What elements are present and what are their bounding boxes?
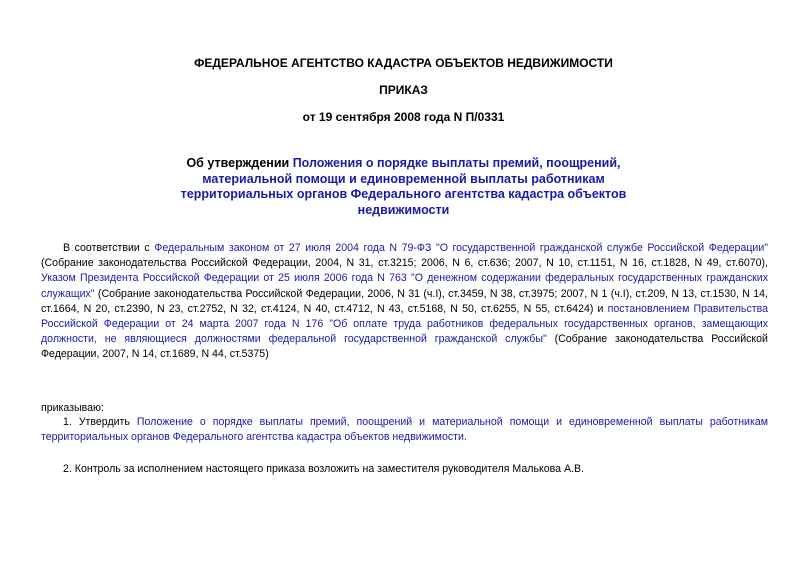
agency-name: ФЕДЕРАЛЬНОЕ АГЕНТСТВО КАДАСТРА ОБЪЕКТОВ НЕДВИЖИМОСТИ (194, 56, 613, 70)
presidential-decree-link[interactable]: Указом Президента Российской Федерации от 25 июля 2006 года N 763 "О денежном содержании федеральных государственных гражданских служащих" (41, 272, 768, 300)
order-word: приказываю: (41, 402, 104, 414)
preamble-text-2: (Собрание законодательства Российской Федерации, 2004, N 31, ст.3215; 2006, N 6, ст.636; 2007, N 10, ст.1151, N 16, ст.1828, N 49, ст.6070), (41, 257, 768, 270)
order-item-1 (41, 415, 768, 445)
item2-text: 2. Контроль за исполнением настоящего приказа возложить на заместителя руководителя Малькова А.В. (63, 463, 584, 475)
title-prefix: Об утверждении (186, 156, 293, 170)
item1-prefix: 1. Утвердить (63, 416, 137, 428)
government-resolution-link[interactable]: постановлением Правительства Российской Федерации от 24 марта 2007 года N 176 "Об оплате труда работников федеральных государственных органов, замещающих должности, не являющиеся должностями федеральной государственной гражданской службы" (41, 302, 768, 346)
preamble-paragraph (41, 241, 768, 363)
regulation-approval-link[interactable]: Положение о порядке выплаты премий, поощрений и материальной помощи и единовременной выплаты работникам территориальных органов Федерального агентства кадастра объектов недвижимости (41, 416, 769, 444)
doc-type: ПРИКАЗ (379, 83, 428, 97)
item1-suffix: . (463, 431, 467, 444)
doc-title (0, 156, 807, 218)
preamble-text-1: В соответствии с (63, 242, 155, 254)
preamble-text-3: (Собрание законодательства Российской Федерации, 2006, N 31 (ч.I), ст.3459, N 38, ст.3975; 2007, N 1 (ч.I), ст.209, N 13, ст.1530, N 14, ст.1664, N 20, ст.2390, N 23, ст.2752, N 32, ст.4124, N 40, ст.4712, N 43, ст.5168, N 50, ст.6255, N 55, ст.6424) и (41, 287, 768, 315)
preamble-text-4: (Собрание законодательства Российской Федерации, 2007, N 14, ст.1689, N 44, ст.5375) (41, 333, 768, 361)
order-item-2 (41, 462, 768, 477)
federal-law-link[interactable]: Федеральным законом от 27 июля 2004 года N 79-ФЗ "О государственной гражданской службе Российской Федерации" (154, 242, 769, 254)
doc-date-number: от 19 сентября 2008 года N П/0331 (302, 110, 505, 124)
title-regulation-link[interactable]: Положения о порядке выплаты премий, поощрений, материальной помощи и единовременной выплаты работникам территориальных органов Федерального агентства кадастра объектов недвижимости (180, 156, 627, 217)
